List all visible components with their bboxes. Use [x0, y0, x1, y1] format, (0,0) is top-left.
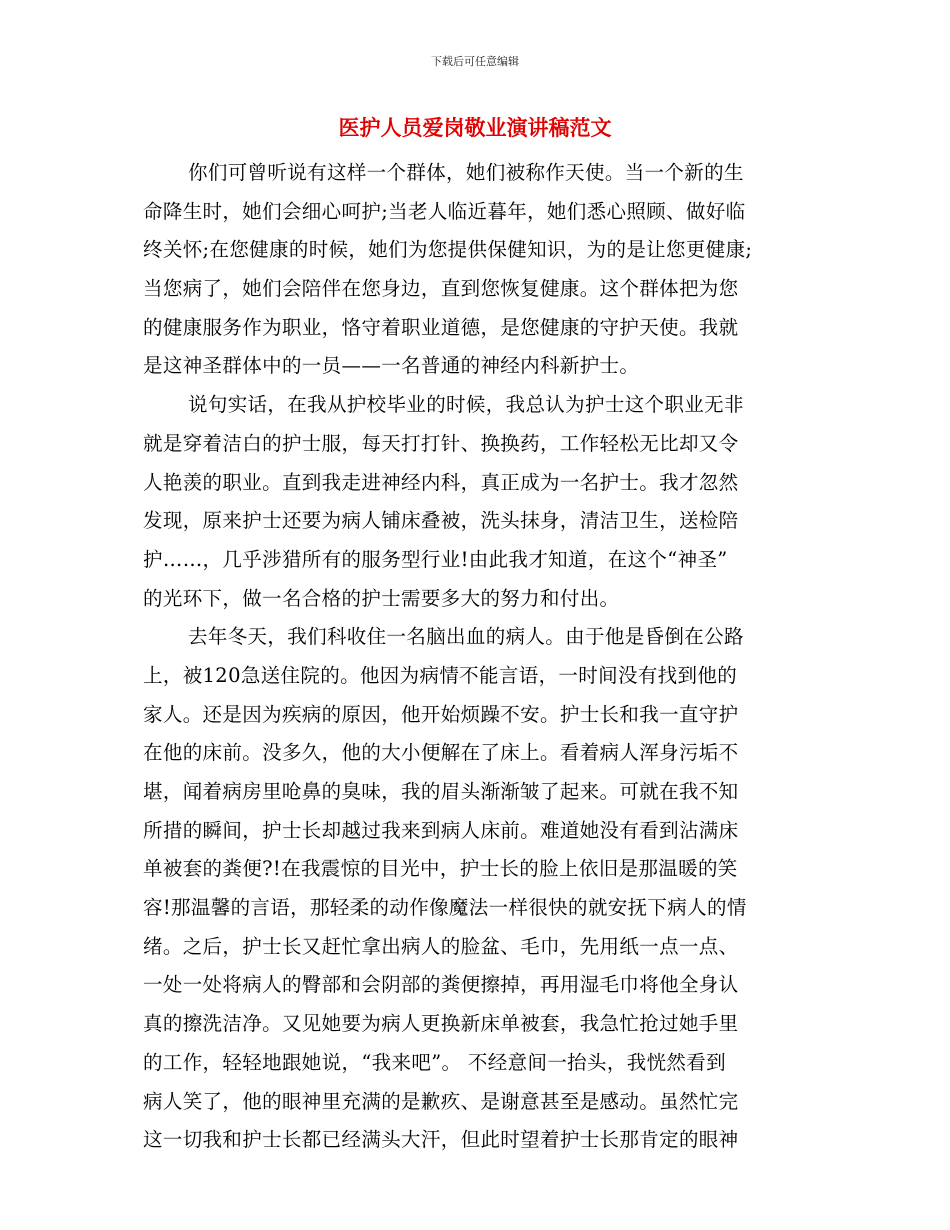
text-line: 所措的瞬间，护士长却越过我来到病人床前。难道她没有看到沾满床	[143, 818, 739, 842]
text-line: 去年冬天，我们科收住一名脑出血的病人。由于他是昏倒在公路	[188, 625, 744, 649]
text-line: 绪。之后，护士长又赶忙拿出病人的脸盆、毛巾，先用纸一点一点、	[143, 934, 739, 958]
text-line: 就是穿着洁白的护士服，每天打打针、换换药，工作轻松无比却又令	[143, 431, 739, 455]
text-line: 终关怀;在您健康的时候，她们为您提供保健知识，为的是让您更健康;	[143, 238, 753, 262]
document-title: 医护人员爱岗敬业演讲稿范文	[338, 115, 612, 140]
text-line: 的光环下，做一名合格的护士需要多大的努力和付出。	[143, 586, 620, 610]
text-line: 病人笑了，他的眼神里充满的是歉疚、是谢意甚至是感动。虽然忙完	[143, 1089, 739, 1113]
text-line: 发现，原来护士还要为病人铺床叠被，洗头抹身，清洁卫生，送检陪	[143, 509, 739, 533]
text-line: 护……，几乎涉猎所有的服务型行业!由此我才知道，在这个“神圣”	[143, 547, 728, 571]
text-line: 你们可曾听说有这样一个群体，她们被称作天使。当一个新的生	[188, 161, 744, 184]
text-line: 的健康服务作为职业，恪守着职业道德，是您健康的守护天使。我就	[143, 315, 739, 339]
text-line: 是这神圣群体中的一员——一名普通的神经内科新护士。	[143, 354, 640, 378]
text-line: 人艳羡的职业。直到我走进神经内科，真正成为一名护士。我才忽然	[143, 470, 739, 494]
text-line: 在他的床前。没多久，他的大小便解在了床上。看着病人浑身污垢不	[143, 741, 739, 765]
document-body	[143, 154, 823, 1160]
text-line: 堪，闻着病房里呛鼻的臭味，我的眉头渐渐皱了起来。可就在我不知	[143, 780, 739, 803]
page-header-note: 下载后可任意编辑	[431, 55, 519, 68]
paragraph	[143, 154, 823, 386]
text-line: 单被套的粪便?!在我震惊的目光中，护士长的脸上依旧是那温暖的笑	[143, 857, 738, 881]
text-line: 的工作，轻轻地跟她说，“我来吧”。 不经意间一抬头，我恍然看到	[143, 1050, 726, 1074]
text-line: 一处一处将病人的臀部和会阴部的粪便擦掉，再用湿毛巾将他全身认	[143, 973, 739, 997]
text-line: 家人。还是因为疾病的原因，他开始烦躁不安。护士长和我一直守护	[143, 702, 739, 726]
text-line: 真的擦洗洁净。又见她要为病人更换新床单被套，我急忙抢过她手里	[143, 1012, 739, 1036]
text-line: 当您病了，她们会陪伴在您身边，直到您恢复健康。这个群体把为您	[143, 277, 739, 301]
text-line: 命降生时，她们会细心呵护;当老人临近暮年，她们悉心照顾、做好临	[143, 199, 746, 223]
text-line: 这一切我和护士长都已经满头大汗，但此时望着护士长那肯定的眼神	[143, 1128, 739, 1152]
paragraph	[143, 618, 823, 1160]
paragraph	[143, 386, 823, 618]
text-line: 说句实话，在我从护校毕业的时候，我总认为护士这个职业无非	[188, 393, 744, 417]
text-line: 上，被120急送住院的。他因为病情不能言语，一时间没有找到他的	[143, 663, 738, 687]
text-line: 容!那温馨的言语，那轻柔的动作像魔法一样很快的就安抚下病人的情	[143, 896, 747, 920]
